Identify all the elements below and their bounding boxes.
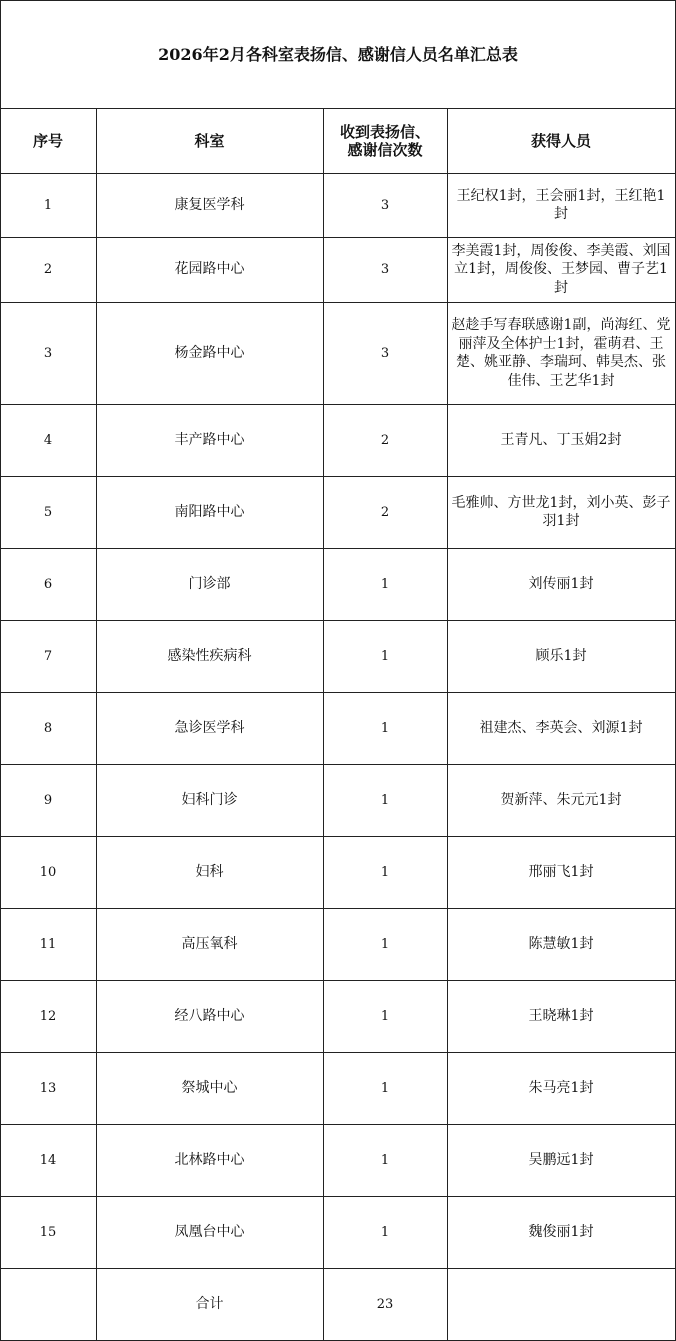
row-divider <box>0 764 676 765</box>
row-divider <box>0 404 676 405</box>
column-divider <box>96 108 97 1341</box>
column-divider <box>323 108 324 1341</box>
header-staff-cell: 获得人员 <box>530 131 591 150</box>
row-divider <box>0 692 676 693</box>
total-index-cell <box>0 1268 96 1340</box>
table-row-index-cell: 15 <box>39 1224 57 1240</box>
table-row-staff-cell: 魏俊丽1封 <box>528 1223 594 1240</box>
table-row-department-cell: 妇科门诊 <box>181 791 238 808</box>
table-row-staff-cell: 刘传丽1封 <box>528 575 594 592</box>
table-row-index-cell: 7 <box>43 648 53 664</box>
row-divider <box>0 1268 676 1269</box>
table-border-left <box>0 0 1 1341</box>
table-border-top <box>0 0 676 1</box>
table-row-count-cell: 1 <box>380 864 390 880</box>
row-divider <box>0 1052 676 1053</box>
row-divider <box>0 908 676 909</box>
table-row-staff-cell: 李美霞1封，周俊俊、李美霞、刘国立1封，周俊俊、王梦园、曹子艺1封 <box>451 242 671 296</box>
table-row-staff-cell: 吴鹏远1封 <box>528 1151 594 1168</box>
table-row-staff-cell: 顾乐1封 <box>535 647 587 664</box>
table-row-department-cell: 感染性疾病科 <box>167 647 252 664</box>
table-row-count-cell: 1 <box>380 1008 390 1024</box>
column-divider <box>447 108 448 1341</box>
table-row-count-cell: 3 <box>380 345 390 361</box>
table-row-count-cell: 1 <box>380 648 390 664</box>
table-row-staff-cell: 邢丽飞1封 <box>528 863 594 880</box>
table-row-staff-cell: 陈慧敏1封 <box>528 935 594 952</box>
table-row-index-cell: 14 <box>39 1152 57 1168</box>
row-divider <box>0 620 676 621</box>
table-title: 2026年2月各科室表扬信、感谢信人员名单汇总表 <box>158 44 518 64</box>
table-row-count-cell: 3 <box>380 262 390 277</box>
table-row-count-cell: 1 <box>380 936 390 952</box>
table-row-department-cell: 祭城中心 <box>181 1079 238 1096</box>
row-divider <box>0 302 676 303</box>
table-row-index-cell: 12 <box>39 1008 57 1024</box>
table-row-department-cell: 凤凰台中心 <box>174 1223 245 1240</box>
table-row-index-cell: 9 <box>43 792 53 808</box>
row-divider <box>0 476 676 477</box>
row-divider <box>0 173 676 174</box>
header-index-cell: 序号 <box>32 131 63 150</box>
total-department-cell: 合计 <box>195 1295 224 1312</box>
table-row-count-cell: 1 <box>380 1152 390 1168</box>
table-row-department-cell: 经八路中心 <box>174 1007 245 1024</box>
table-row-staff-cell: 毛雅帅、方世龙1封，刘小英、彭子羽1封 <box>451 494 671 529</box>
table-row-count-cell: 2 <box>380 432 390 448</box>
table-row-index-cell: 4 <box>43 432 53 448</box>
table-row-index-cell: 1 <box>43 197 53 213</box>
table-row-count-cell: 1 <box>380 720 390 736</box>
table-row-staff-cell: 王纪权1封，王会丽1封，王红艳1封 <box>456 187 666 222</box>
row-divider <box>0 1124 676 1125</box>
table-row-department-cell: 花园路中心 <box>174 261 245 277</box>
table-row-department-cell: 妇科 <box>195 863 224 880</box>
table-row-index-cell: 5 <box>43 504 53 520</box>
table-row-department-cell: 高压氧科 <box>181 935 238 952</box>
row-divider <box>0 836 676 837</box>
table-row-count-cell: 3 <box>380 197 390 213</box>
row-divider <box>0 548 676 549</box>
row-divider <box>0 108 676 109</box>
table-row-staff-cell: 贺新萍、朱元元1封 <box>500 791 622 808</box>
total-staff-cell <box>447 1268 675 1340</box>
table-row-department-cell: 康复医学科 <box>174 196 245 213</box>
table-row-department-cell: 丰产路中心 <box>174 431 245 448</box>
table-row-count-cell: 1 <box>380 1080 390 1096</box>
header-department-cell: 科室 <box>194 131 225 150</box>
table-row-index-cell: 11 <box>39 936 57 952</box>
table-row-count-cell: 1 <box>380 1224 390 1240</box>
total-count-cell: 23 <box>376 1296 394 1312</box>
table-row-count-cell: 2 <box>380 504 390 520</box>
table-row-staff-cell: 赵趁手写春联感谢1副，尚海红、党丽萍及全体护士1封，霍萌君、王楚、姚亚静、李瑞珂、韩昊杰、张佳伟、王艺华1封 <box>451 317 671 389</box>
table-row-department-cell: 门诊部 <box>188 575 231 592</box>
row-divider <box>0 980 676 981</box>
table-row-staff-cell: 王晓琳1封 <box>528 1007 594 1024</box>
table-row-index-cell: 13 <box>39 1080 57 1096</box>
table-row-index-cell: 2 <box>43 262 53 277</box>
table-row-count-cell: 1 <box>380 792 390 808</box>
row-divider <box>0 237 676 238</box>
table-row-staff-cell: 王青凡、丁玉娟2封 <box>500 431 622 448</box>
table-row-index-cell: 6 <box>43 576 53 592</box>
table-row-department-cell: 南阳路中心 <box>174 503 245 520</box>
header-count-cell: 收到表扬信、感谢信次数 <box>339 122 430 159</box>
table-row-count-cell: 1 <box>380 576 390 592</box>
row-divider <box>0 1196 676 1197</box>
table-row-index-cell: 8 <box>43 720 53 736</box>
table-row-staff-cell: 祖建杰、李英会、刘源1封 <box>479 719 643 736</box>
table-row-index-cell: 3 <box>43 345 53 361</box>
table-row-index-cell: 10 <box>39 864 57 880</box>
table-row-department-cell: 北林路中心 <box>174 1151 245 1168</box>
table-row-department-cell: 杨金路中心 <box>174 344 245 361</box>
table-row-staff-cell: 朱马亮1封 <box>528 1079 594 1096</box>
table-row-department-cell: 急诊医学科 <box>174 719 245 736</box>
